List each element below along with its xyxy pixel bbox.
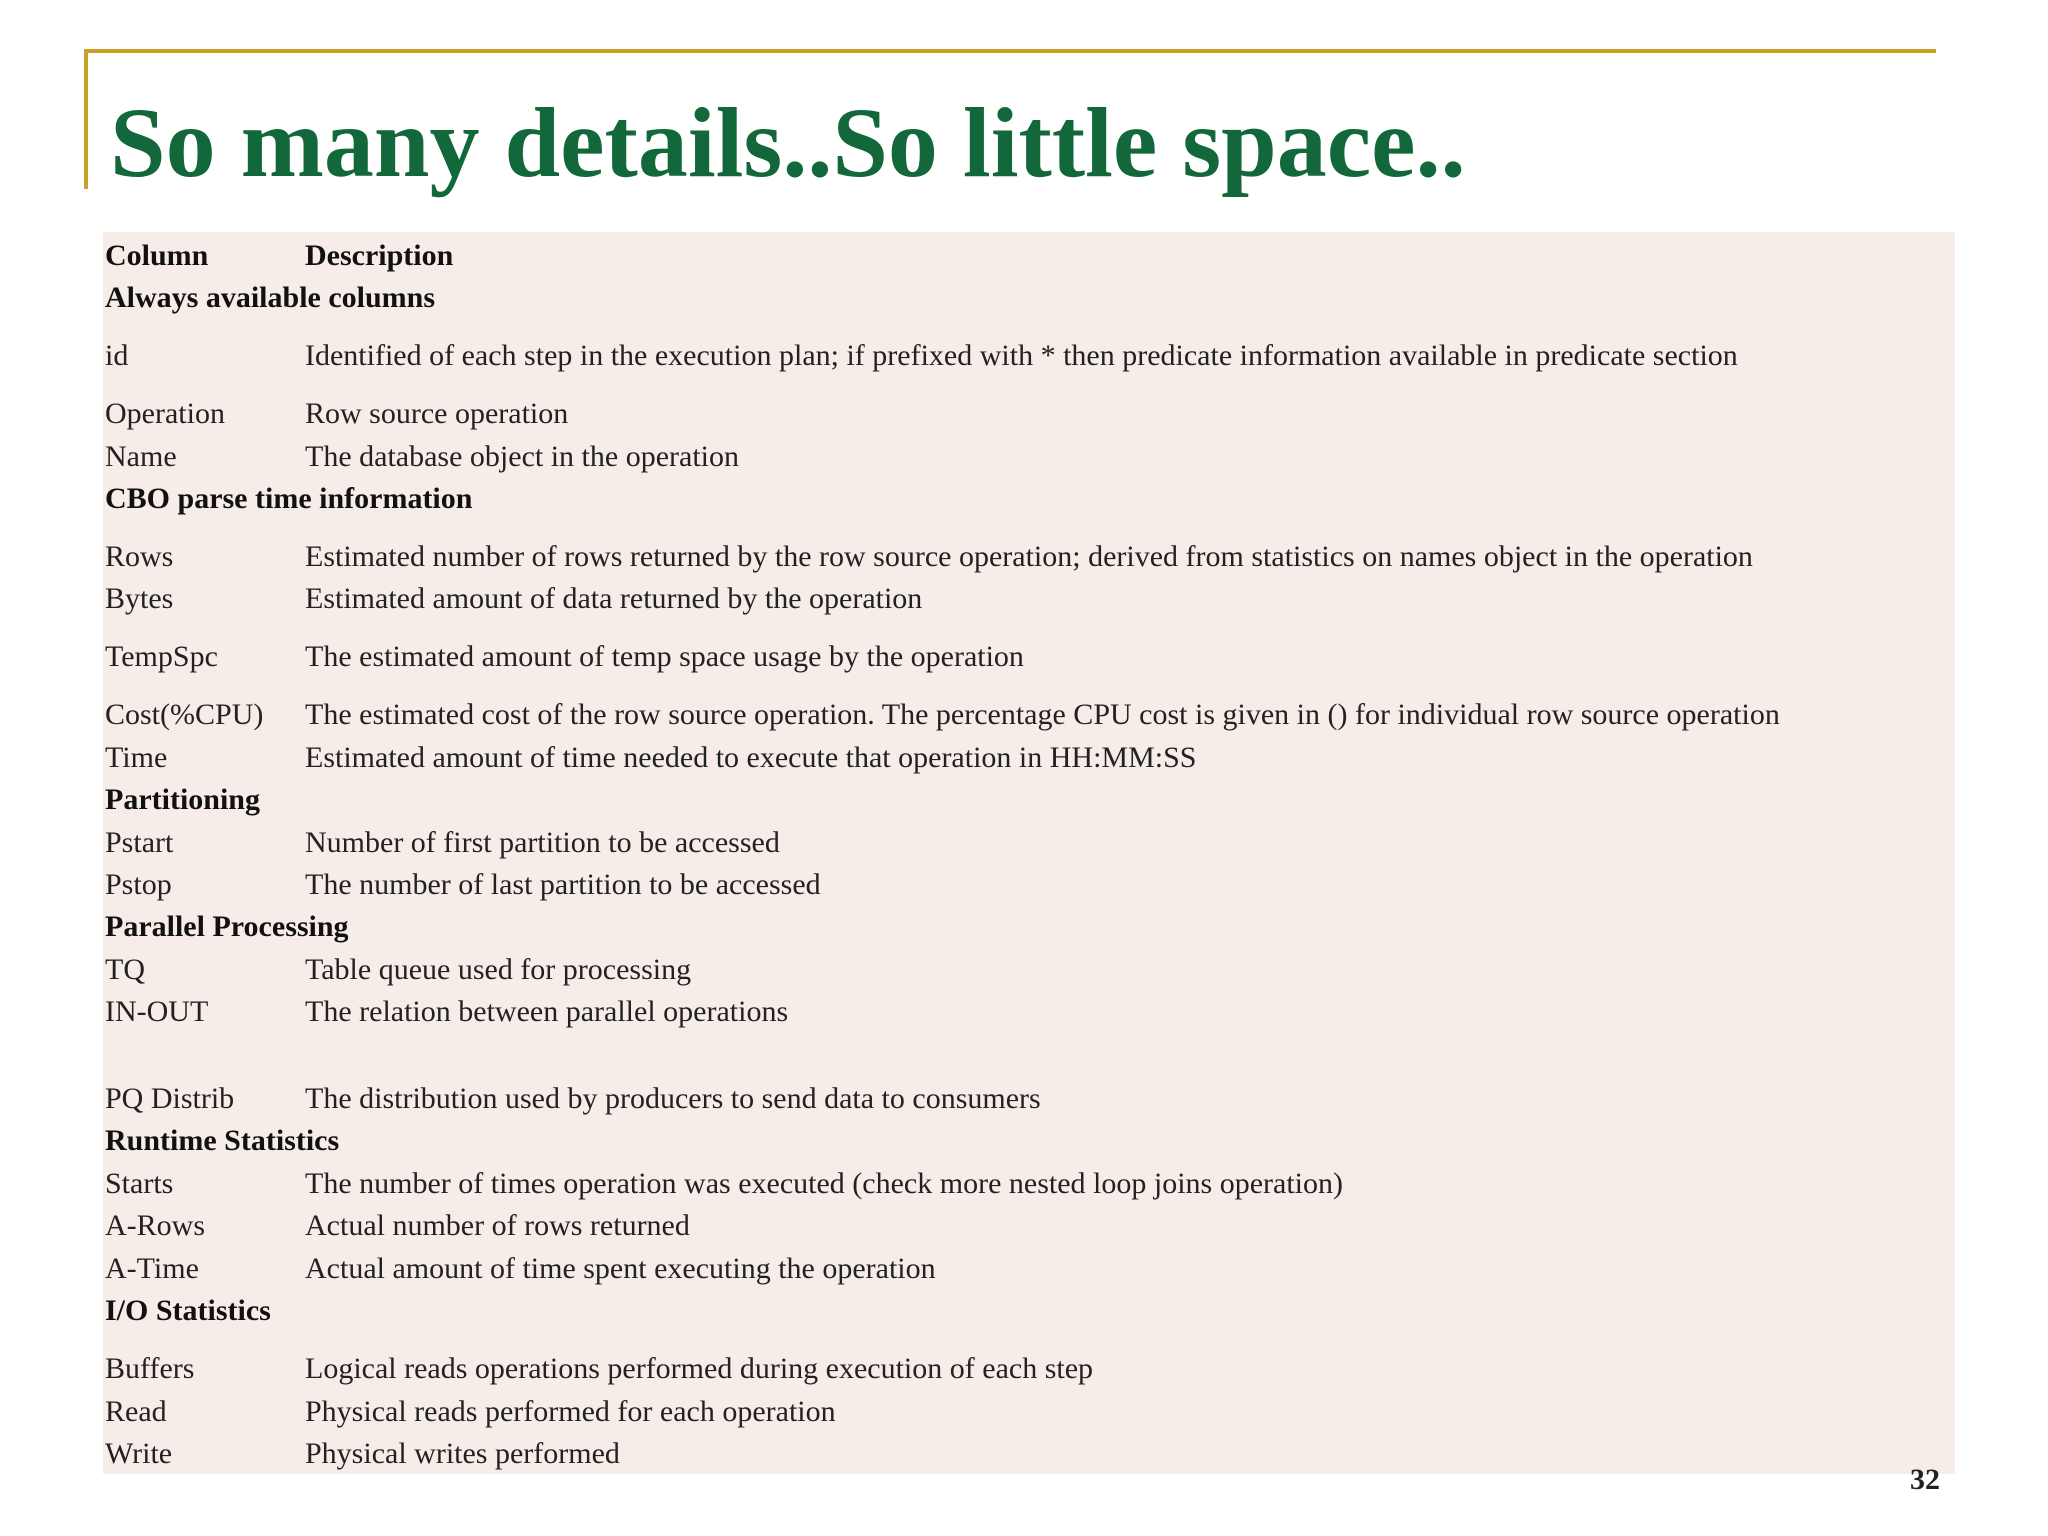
row-description: The relation between parallel operations [305,995,789,1028]
row-description: Identified of each step in the execution plan; if prefixed with * then predicate information available in predicate section [305,339,1738,372]
row-description: Actual amount of time spent executing the operation [305,1252,936,1285]
row-column-name: Pstop [105,868,172,901]
row-column-name: TQ [105,953,145,986]
section-heading-label: Partitioning [105,783,260,816]
row-description: Physical reads performed for each operation [305,1395,836,1428]
row-description: Estimated amount of data returned by the operation [305,582,923,615]
row-description: The estimated cost of the row source operation. The percentage CPU cost is given in () for individual row source operation [305,698,1780,731]
slide-title: So many details..So little space.. [110,87,1466,198]
row-column-name: Rows [105,540,174,573]
row-description: Logical reads operations performed during execution of each step [305,1352,1094,1385]
row-column-name: Name [105,440,177,473]
row-description: Actual number of rows returned [305,1209,690,1242]
section-heading-label: Always available columns [105,281,436,314]
section-heading-label: Runtime Statistics [105,1124,340,1157]
row-description: Physical writes performed [305,1437,620,1470]
row-column-name: A-Time [105,1252,199,1285]
row-description: The estimated amount of temp space usage by the operation [305,640,1024,673]
row-column-name: Starts [105,1167,174,1200]
row-column-name: Operation [105,397,225,430]
row-column-name: A-Rows [105,1209,206,1242]
title-accent-bar [84,49,88,189]
row-column-name: Buffers [105,1352,195,1385]
header-description-label: Description [305,239,454,272]
row-column-name: TempSpc [105,640,218,673]
row-description: Table queue used for processing [305,953,692,986]
row-column-name: Read [105,1395,167,1428]
row-column-name: Bytes [105,582,174,615]
row-column-name: Pstart [105,826,174,859]
row-description: Estimated amount of time needed to execute that operation in HH:MM:SS [305,741,1197,774]
section-heading-label: CBO parse time information [105,482,473,515]
section-heading-label: Parallel Processing [105,910,349,943]
row-description: The distribution used by producers to send data to consumers [305,1082,1041,1115]
section-heading-label: I/O Statistics [105,1294,271,1327]
row-column-name: PQ Distrib [105,1082,235,1115]
row-column-name: Cost(%CPU) [105,698,264,731]
page-number: 32 [1910,1463,1940,1496]
row-description: Row source operation [305,397,569,430]
header-column-label: Column [105,239,209,272]
row-column-name: Time [105,741,168,774]
title-accent-line [84,49,1936,53]
row-column-name: Write [105,1437,173,1470]
row-description: Estimated number of rows returned by the row source operation; derived from statistics on names object in the operation [305,540,1753,573]
row-description: The database object in the operation [305,440,739,473]
row-description: Number of first partition to be accessed [305,826,780,859]
row-column-name: IN-OUT [105,995,209,1028]
row-column-name: id [105,339,129,372]
row-description: The number of times operation was executed (check more nested loop joins operation) [305,1167,1343,1200]
row-description: The number of last partition to be accessed [305,868,821,901]
